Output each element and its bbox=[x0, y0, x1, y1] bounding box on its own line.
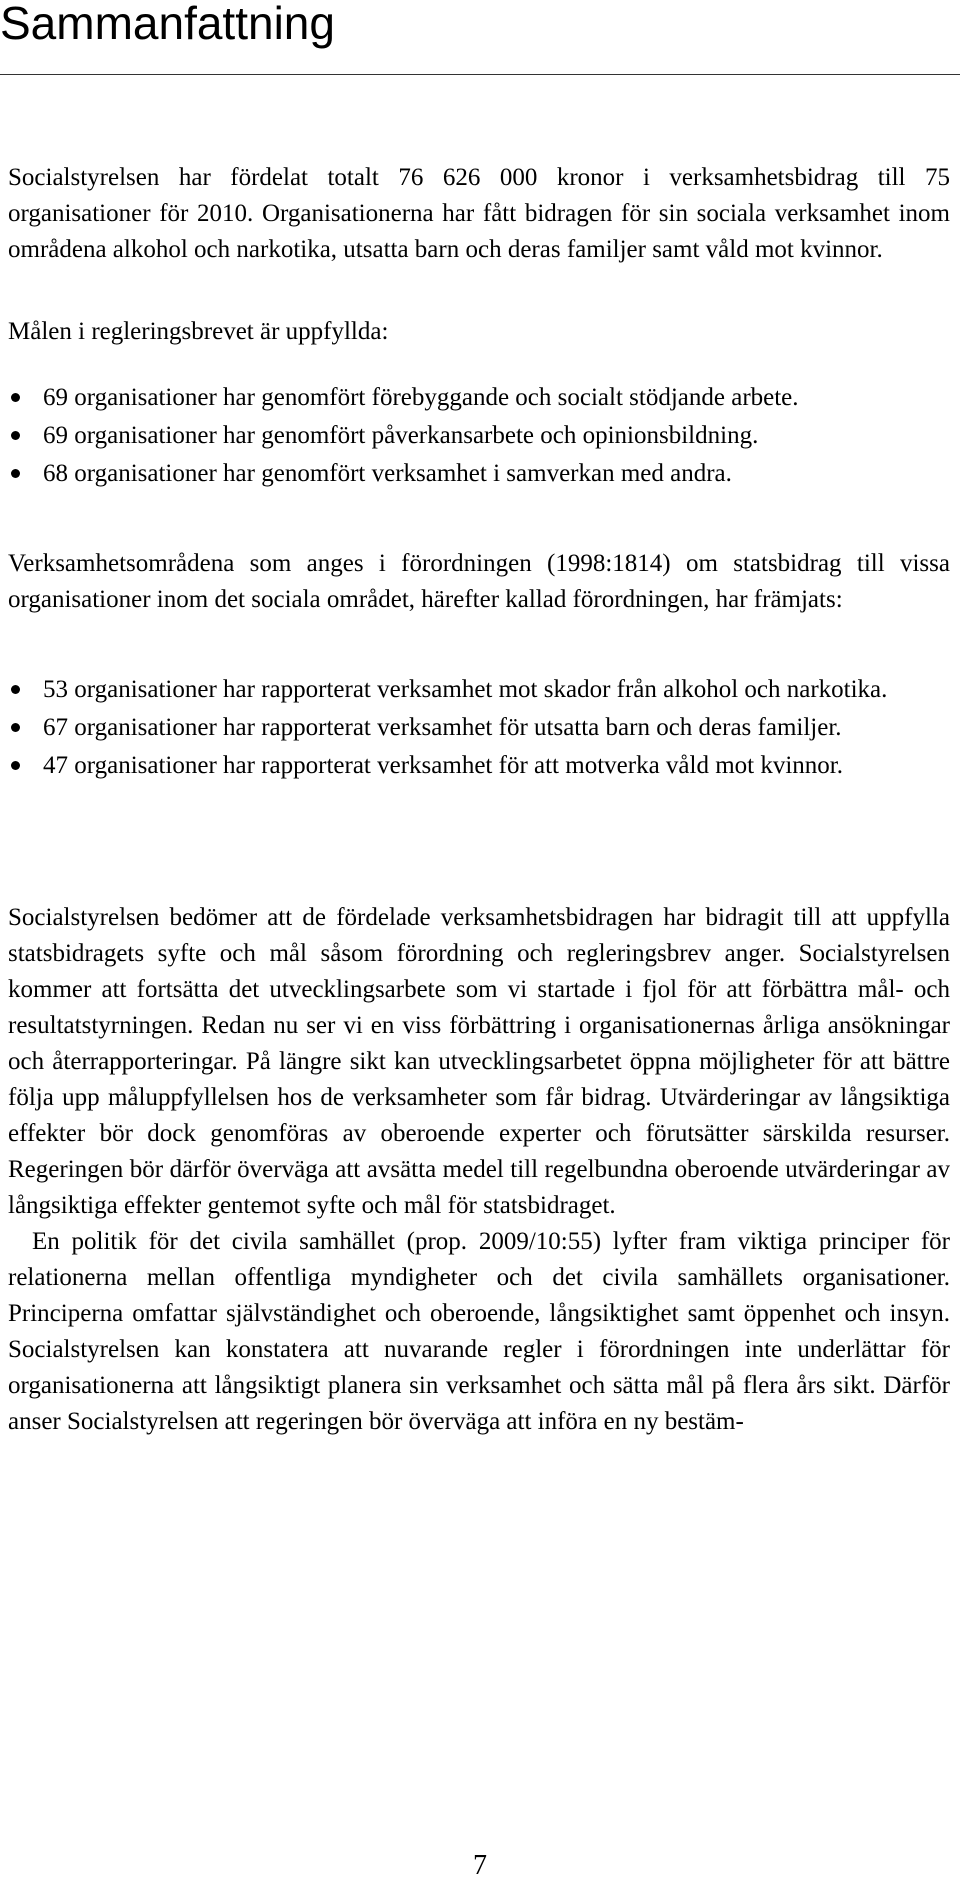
list-item bbox=[0, 711, 950, 744]
assessment-paragraph: Socialstyrelsen bedömer att de fördelade verksamhetsbidragen har bidragit till att uppfylla statsbidragets syfte och mål såsom förordning och regleringsbrev anger. Socialstyrelsen kommer att fortsätta det utvecklingsarbete som vi startade i fjol för att förbättra mål- och resultatstyrningen. Redan nu ser vi en viss förbättring i organisationernas årliga ansökningar och återrapporteringar. På längre sikt kan utvecklingsarbetet öppna möjligheter för att bättre följa upp måluppfyllelsen hos de verksamheter som får bidrag. Utvärderingar av långsiktiga effekter bör dock genomföras av oberoende experter och förutsätter särskilda resurser. Regeringen bör därför överväga att avsätta medel till regelbundna oberoende utvärderingar av långsiktiga effekter gentemot syfte och mål för statsbidraget. bbox=[8, 904, 950, 1219]
list-item bbox=[0, 673, 950, 706]
intro-paragraph: Socialstyrelsen har fördelat totalt 76 626 000 kronor i verksamhetsbidrag till 75 organisationer för 2010. Organisationerna har fått bidragen för sin sociala verksamhet inom områdena alkohol och narkotika, utsatta barn och deras familjer samt våld mot kvinnor. bbox=[8, 164, 950, 263]
list-item bbox=[0, 419, 950, 452]
bullet-icon bbox=[11, 761, 20, 770]
list-item-text: 47 organisationer har rapporterat verksamhet för att motverka våld mot kvinnor. bbox=[43, 752, 843, 779]
list-item bbox=[0, 749, 950, 782]
goals-intro-paragraph: Målen i regleringsbrevet är uppfyllda: bbox=[8, 318, 389, 345]
list-item bbox=[0, 381, 950, 414]
bullet-icon bbox=[11, 469, 20, 478]
list-item-text: 68 organisationer har genomfört verksamhet i samverkan med andra. bbox=[43, 460, 732, 487]
areas-list bbox=[0, 673, 950, 782]
bullet-icon bbox=[11, 431, 20, 440]
heading-divider bbox=[0, 74, 960, 75]
page-number: 7 bbox=[473, 1850, 487, 1881]
areas-intro-paragraph: Verksamhetsområdena som anges i förordningen (1998:1814) om statsbidrag till vissa organisationer inom det sociala området, härefter kallad förordningen, har främjats: bbox=[8, 550, 950, 613]
list-item-text: 69 organisationer har genomfört förebyggande och socialt stödjande arbete. bbox=[43, 384, 799, 411]
list-item bbox=[0, 457, 950, 490]
list-item-text: 67 organisationer har rapporterat verksamhet för utsatta barn och deras familjer. bbox=[43, 714, 842, 741]
list-item-text: 53 organisationer har rapporterat verksamhet mot skador från alkohol och narkotika. bbox=[43, 676, 888, 703]
bullet-icon bbox=[11, 723, 20, 732]
page-heading: Sammanfattning bbox=[0, 0, 335, 49]
goals-list bbox=[0, 381, 950, 490]
bullet-icon bbox=[11, 685, 20, 694]
bullet-icon bbox=[11, 393, 20, 402]
list-item-text: 69 organisationer har genomfört påverkansarbete och opinionsbildning. bbox=[43, 422, 759, 449]
policy-paragraph: En politik för det civila samhället (prop. 2009/10:55) lyfter fram viktiga principer för relationerna mellan offentliga myndigheter och det civila samhällets organisationer. Principerna omfattar självständighet och oberoende, långsiktighet samt öppenhet och insyn. Socialstyrelsen kan konstatera att nuvarande regler i förordningen inte underlättar för organisationerna att långsiktigt planera sin verksamhet och sätta mål på flera års sikt. Därför anser Socialstyrelsen att regeringen bör överväga att införa en ny bestäm- bbox=[8, 1228, 950, 1435]
